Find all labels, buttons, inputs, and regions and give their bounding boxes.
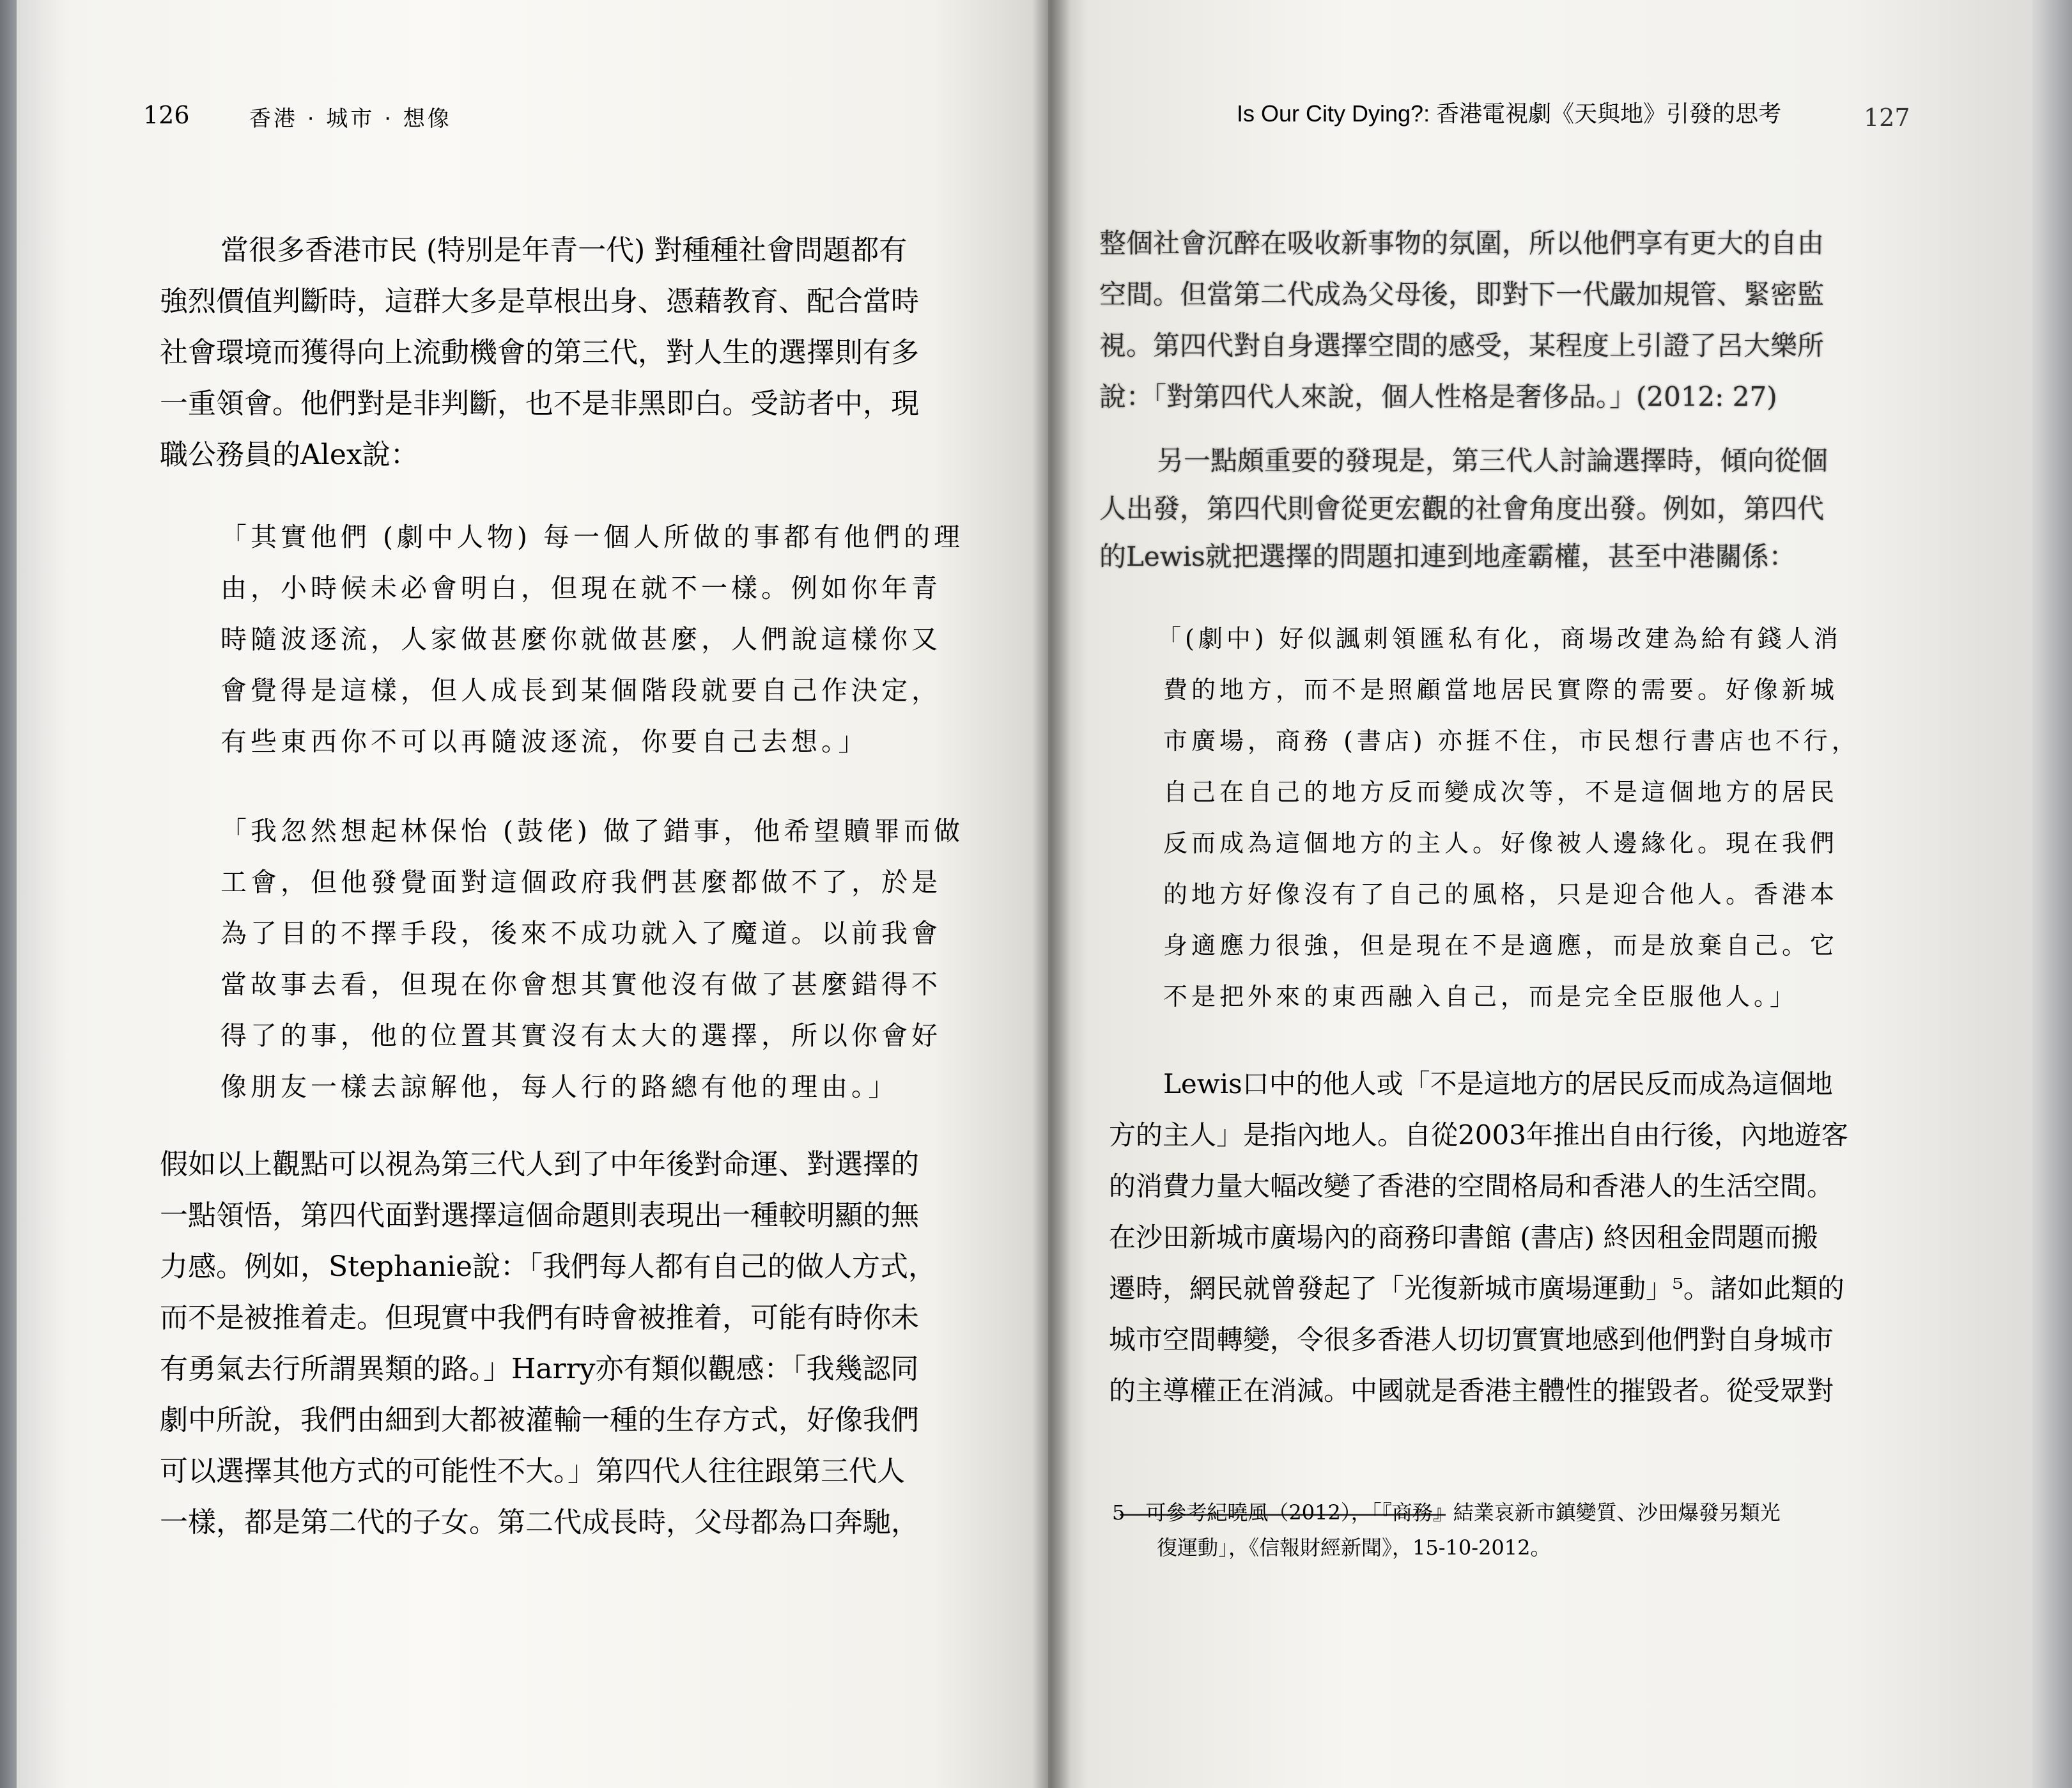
text-line: 空間。但當第二代成為父母後，即對下一代嚴加規管、緊密監 bbox=[1099, 279, 1825, 310]
text-line: 劇中所說，我們由細到大都被灌輸一種的生存方式，好像我們 bbox=[160, 1404, 919, 1436]
left-running-title: 香港 · 城市 · 想像 bbox=[249, 106, 452, 132]
quote-line: 得了的事，他的位置其實沒有太大的選擇，所以你會好 bbox=[220, 1020, 941, 1051]
book-gutter bbox=[1032, 0, 1071, 1788]
right-running-title: Is Our City Dying?: 香港電視劇《天與地》引發的思考 bbox=[1237, 100, 1782, 127]
text-line: 視。第四代對自身選擇空間的感受，某程度上引證了呂大樂所 bbox=[1099, 330, 1825, 361]
quote-line: 「我忽然想起林保怡 (鼓佬) 做了錯事，他希望贖罪而做 bbox=[220, 816, 964, 846]
quote-line: 會覺得是這樣，但人成長到某個階段就要自己作決定， bbox=[220, 675, 941, 706]
text-line: 有勇氣去行所謂異類的路。」Harry亦有類似觀感：「我幾認同 bbox=[160, 1353, 919, 1385]
quote-line: 有些東西你不可以再隨波逐流，你要自己去想。」 bbox=[220, 726, 869, 757]
text-line: 一點領悟，第四代面對選擇這個命題則表現出一種較明顯的無 bbox=[160, 1199, 919, 1232]
text-line: 當很多香港市民 (特別是年青一代) 對種種社會問題都有 bbox=[220, 234, 908, 267]
quote-line: 為了目的不擇手段，後來不成功就入了魔道。以前我會 bbox=[220, 918, 941, 949]
book-edge-right bbox=[2032, 0, 2072, 1788]
quote-line: 「其實他們 (劇中人物) 每一個人所做的事都有他們的理 bbox=[220, 522, 964, 552]
text-line: 方的主人」是指內地人。自從2003年推出自由行後，內地遊客 bbox=[1109, 1119, 1848, 1151]
quote-line: 自己在自己的地方反而變成次等，不是這個地方的居民 bbox=[1163, 778, 1839, 806]
quote-line: 反而成為這個地方的主人。好像被人邊緣化。現在我們 bbox=[1163, 829, 1839, 857]
text-line: 的消費力量大幅改變了香港的空間格局和香港人的生活空間。 bbox=[1109, 1170, 1834, 1202]
quote-line: 費的地方，而不是照顧當地居民實際的需要。好像新城 bbox=[1163, 676, 1839, 704]
right-page-number: 127 bbox=[1864, 104, 1910, 132]
text-line: 的Lewis就把選擇的問題扣連到地產霸權，甚至中港關係： bbox=[1099, 541, 1796, 572]
text-line: 另一點頗重要的發現是，第三代人討論選擇時，傾向從個 bbox=[1157, 445, 1828, 476]
text-line: 一重領會。他們對是非判斷，也不是非黑即白。受訪者中，現 bbox=[160, 387, 919, 420]
text-line: 假如以上觀點可以視為第三代人到了中年後對命運、對選擇的 bbox=[160, 1148, 919, 1181]
quote-line: 像朋友一樣去諒解他，每人行的路總有他的理由。」 bbox=[220, 1071, 899, 1102]
quote-line: 由，小時候未必會明白，但現在就不一樣。例如你年青 bbox=[220, 573, 941, 603]
text-line: 一樣，都是第二代的子女。第二代成長時，父母都為口奔馳， bbox=[160, 1506, 919, 1539]
quote-line: 身適應力很強，但是現在不是適應，而是放棄自己。它 bbox=[1163, 931, 1839, 960]
text-line: 而不是被推着走。但現實中我們有時會被推着，可能有時你未 bbox=[160, 1302, 919, 1334]
text-line: 整個社會沉醉在吸收新事物的氛圍，所以他們享有更大的自由 bbox=[1099, 228, 1825, 259]
text-line: 社會環境而獲得向上流動機會的第三代，對人生的選擇則有多 bbox=[160, 336, 919, 369]
quote-line: 市廣場，商務 (書店) 亦捱不住，市民想行書店也不行， bbox=[1163, 727, 1860, 755]
footnote-line: 5 可參考紀曉風（2012），「『商務』結業哀新市鎮變質、沙田爆發另類光 bbox=[1112, 1500, 1781, 1525]
text-line: Lewis口中的他人或「不是這地方的居民反而成為這個地 bbox=[1163, 1068, 1833, 1100]
text-line: 在沙田新城市廣場內的商務印書館 (書店) 終因租金問題而搬 bbox=[1109, 1222, 1818, 1253]
text-line: 可以選擇其他方式的可能性不大。」第四代人往往跟第三代人 bbox=[160, 1455, 905, 1488]
text-line: 強烈價值判斷時，這群大多是草根出身、憑藉教育、配合當時 bbox=[160, 285, 919, 318]
quote-line: 的地方好像沒有了自己的風格，只是迎合他人。香港本 bbox=[1163, 880, 1839, 908]
text-line: 的主導權正在消減。中國就是香港主體性的摧毀者。從受眾對 bbox=[1109, 1375, 1834, 1406]
text-line: 城市空間轉變，令很多香港人切切實實地感到他們對自身城市 bbox=[1109, 1324, 1834, 1355]
text-line: 職公務員的Alex說： bbox=[160, 439, 419, 471]
left-page-number: 126 bbox=[143, 101, 190, 129]
text-line: 力感。例如，Stephanie說：「我們每人都有自己的做人方式， bbox=[160, 1250, 937, 1283]
text-line: 人出發，第四代則會從更宏觀的社會角度出發。例如，第四代 bbox=[1099, 493, 1825, 524]
quote-line: 不是把外來的東西融入自己，而是完全臣服他人。」 bbox=[1163, 983, 1798, 1011]
quote-line: 當故事去看，但現在你會想其實他沒有做了甚麼錯得不 bbox=[220, 969, 941, 1000]
quote-line: 「(劇中) 好似諷刺領匯私有化，商場改建為給有錢人消 bbox=[1157, 625, 1842, 653]
quote-line: 工會，但他發覺面對這個政府我們甚麼都做不了，於是 bbox=[220, 867, 941, 898]
text-line: 說：「對第四代人來說，個人性格是奢侈品。」(2012: 27) bbox=[1099, 381, 1777, 412]
footnote-line: 復運動」，《信報財經新聞》，15-10-2012。 bbox=[1157, 1535, 1551, 1560]
quote-line: 時隨波逐流，人家做甚麼你就做甚麼，人們說這樣你又 bbox=[220, 624, 941, 655]
text-line: 遷時，網民就曾發起了「光復新城市廣場運動」⁵。諸如此類的 bbox=[1109, 1273, 1844, 1304]
